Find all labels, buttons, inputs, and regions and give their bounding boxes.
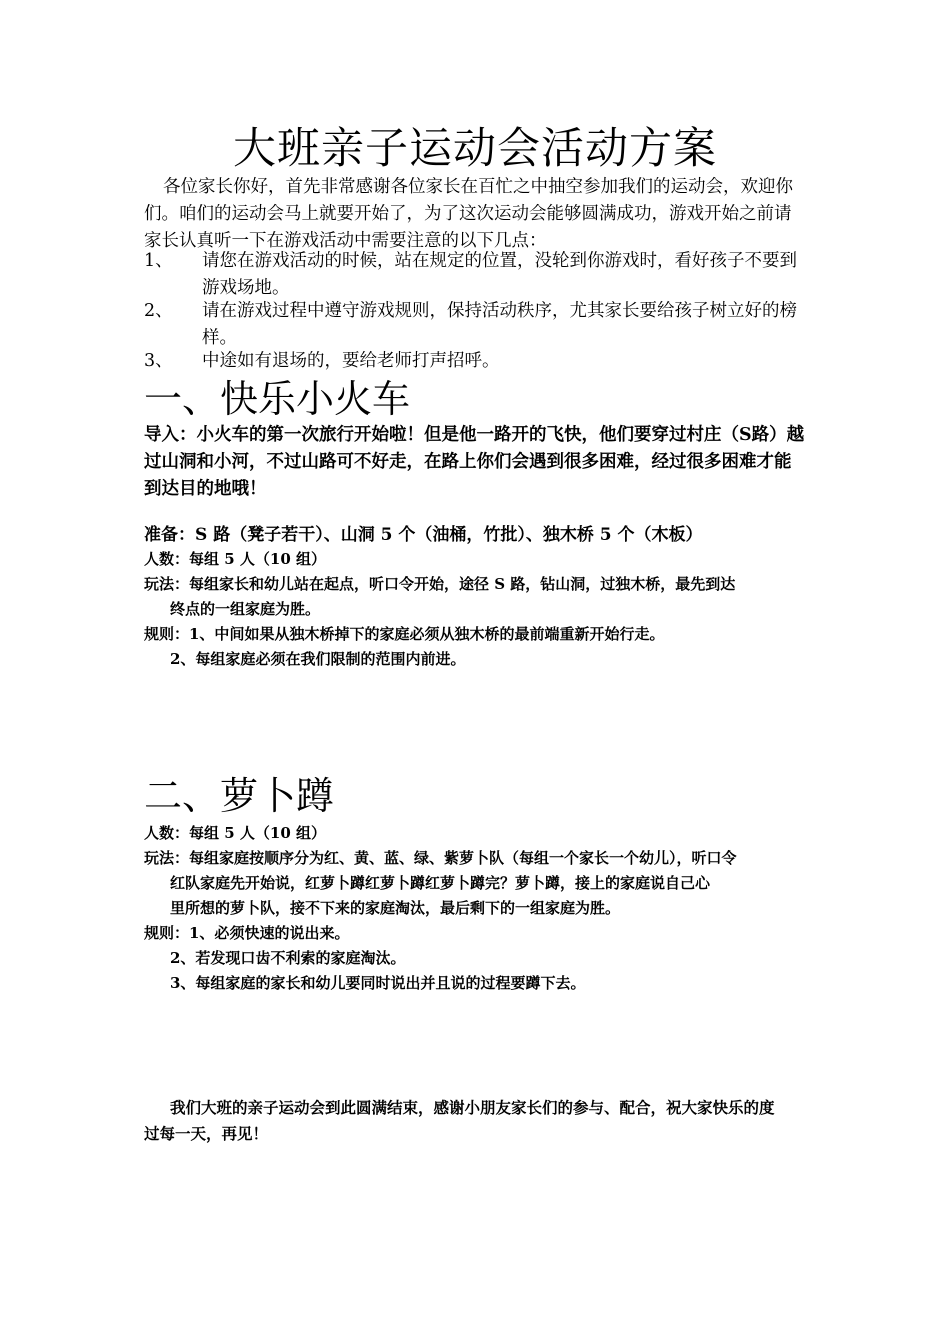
game2-rule-1: 规则：1、必须快速的说出来。 — [144, 924, 350, 942]
game1-rule-1: 规则：1、中间如果从独木桥掉下的家庭必须从独木桥的最前端重新开始行走。 — [144, 625, 665, 643]
game2-rule-3: 3、每组家庭的家长和幼儿要同时说出并且说的过程要蹲下去。 — [170, 974, 586, 992]
game1-play-line-2: 终点的一组家庭为胜。 — [170, 600, 321, 618]
intro-paragraph: 各位家长你好，首先非常感谢各位家长在百忙之中抽空参加我们的运动会，欢迎你们。咱们的运动会马上就要开始了，为了这次运动会能够圆满成功，游戏开始之前请家长认真听一下在游戏活动中需要注意的以下几点： — [144, 177, 793, 251]
note-number: 1、 — [144, 251, 173, 271]
game1-heading: 一、快乐小火车 — [144, 377, 411, 421]
note-text: 中途如有退场的，要给老师打声招呼。 — [202, 351, 500, 371]
game1-rule-2: 2、每组家庭必须在我们限制的范围内前进。 — [170, 650, 466, 668]
closing-line-2: 过每一天，再见！ — [144, 1124, 269, 1143]
document-title: 大班亲子运动会活动方案 — [233, 124, 717, 174]
closing-line-1: 我们大班的亲子运动会到此圆满结束，感谢小朋友家长们的参与、配合，祝大家快乐的度 — [170, 1098, 775, 1117]
note-text: 请在游戏过程中遵守游戏规则，保持活动秩序，尤其家长要给孩子树立好的榜样。 — [202, 301, 797, 348]
game1-play-line-1: 玩法：每组家长和幼儿站在起点，听口令开始，途径 S 路，钻山洞，过独木桥，最先到达 — [144, 575, 736, 593]
game2-rule-2: 2、若发现口齿不利索的家庭淘汰。 — [170, 949, 406, 967]
game2-details — [144, 821, 808, 996]
note-number: 2、 — [144, 301, 173, 321]
note-item-3 — [144, 348, 808, 375]
game2-play-line-2: 红队家庭先开始说，红萝卜蹲红萝卜蹲红萝卜蹲完？萝卜蹲，接上的家庭说自己心 — [170, 874, 711, 892]
note-item-2 — [144, 298, 808, 352]
note-item-1 — [144, 248, 808, 302]
closing-paragraph — [144, 1095, 808, 1147]
note-text: 请您在游戏活动的时候，站在规定的位置，没轮到你游戏时，看好孩子不要到游戏场地。 — [202, 251, 797, 298]
game2-play-line-3: 里所想的萝卜队，接不下来的家庭淘汰，最后剩下的一组家庭为胜。 — [170, 899, 621, 917]
game1-lead: 导入：小火车的第一次旅行开始啦！但是他一路开的飞快，他们要穿过村庄（S路）越过山洞和小河，不过山路可不好走，在路上你们会遇到很多困难，经过很多困难才能到达目的地哦！ — [144, 425, 805, 499]
game2-people: 人数：每组 5 人（10 组） — [144, 824, 326, 842]
game2-heading: 二、萝卜蹲 — [144, 774, 335, 818]
game1-details — [144, 547, 808, 672]
game1-prep: 准备：S 路（凳子若干）、山洞 5 个（油桶，竹批）、独木桥 5 个（木板） — [144, 525, 703, 545]
game1-people: 人数：每组 5 人（10 组） — [144, 550, 326, 568]
note-number: 3、 — [144, 351, 173, 371]
game2-play-line-1: 玩法：每组家庭按顺序分为红、黄、蓝、绿、紫萝卜队（每组一个家长一个幼儿），听口令 — [144, 849, 737, 867]
